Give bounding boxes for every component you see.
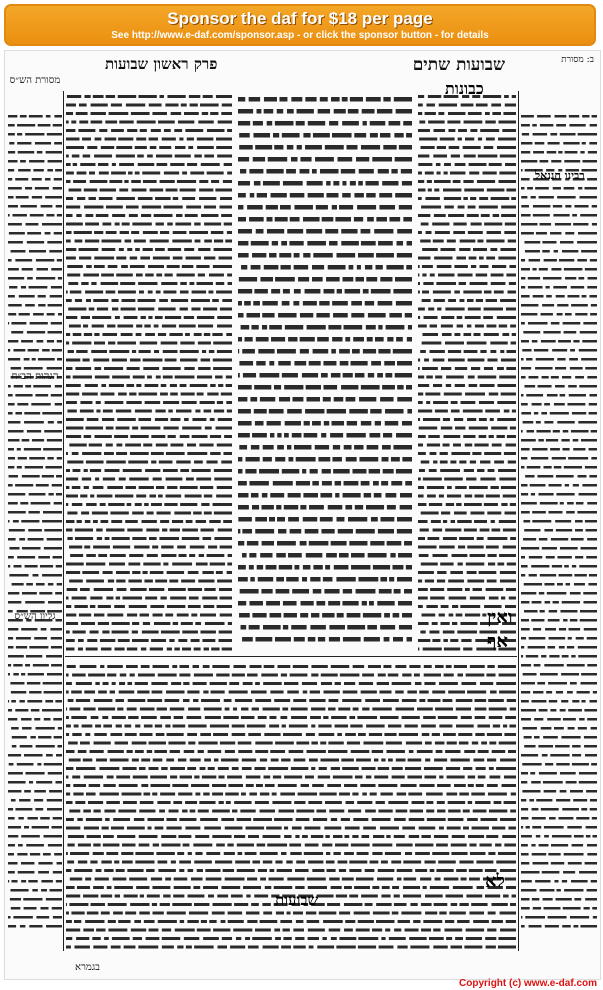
talmud-page [4,50,601,980]
catchword-la: לא [485,871,505,892]
sponsor-banner[interactable] [4,4,596,46]
text-lines [65,91,233,651]
sponsor-subtitle: See http://www.e-daf.com/sponsor.asp - or click the sponsor button - for details [111,30,489,41]
mesores-label: מסורת הש״ס [9,75,61,86]
page-reference: ב: מסורת [561,55,594,65]
opening-word: כבונות [445,79,484,98]
page-title-right: שבועות שתים [412,55,505,75]
footer-catchword: בגמרא [75,962,100,973]
sponsor-title: Sponsor the daf for $18 per page [167,9,433,28]
page-title-left: פרק ראשון שבועות [105,55,218,73]
copyright-notice: Copyright (c) www.e-daf.com [459,978,597,989]
rashi-header: רבינו חננאל [535,169,585,182]
tosafos-column [65,91,233,651]
text-lines [237,91,413,651]
gilyon-label: גליון הש״ס [14,611,56,622]
text-lines [7,91,63,931]
section-divider [65,656,517,657]
text-lines [520,91,598,931]
left-margin-notes [7,91,63,931]
column-divider [63,91,64,951]
column-divider [518,91,519,951]
right-margin-notes [520,91,598,931]
catchword-shevuos: שבועות [275,891,319,909]
catchword-veein: ואין [487,607,513,628]
catchword-af: אף [487,631,508,652]
text-lines [417,91,517,651]
hagahos-label: הגהות הב״ח [11,371,59,382]
gemara-column [237,91,413,651]
rashi-column [417,91,517,651]
